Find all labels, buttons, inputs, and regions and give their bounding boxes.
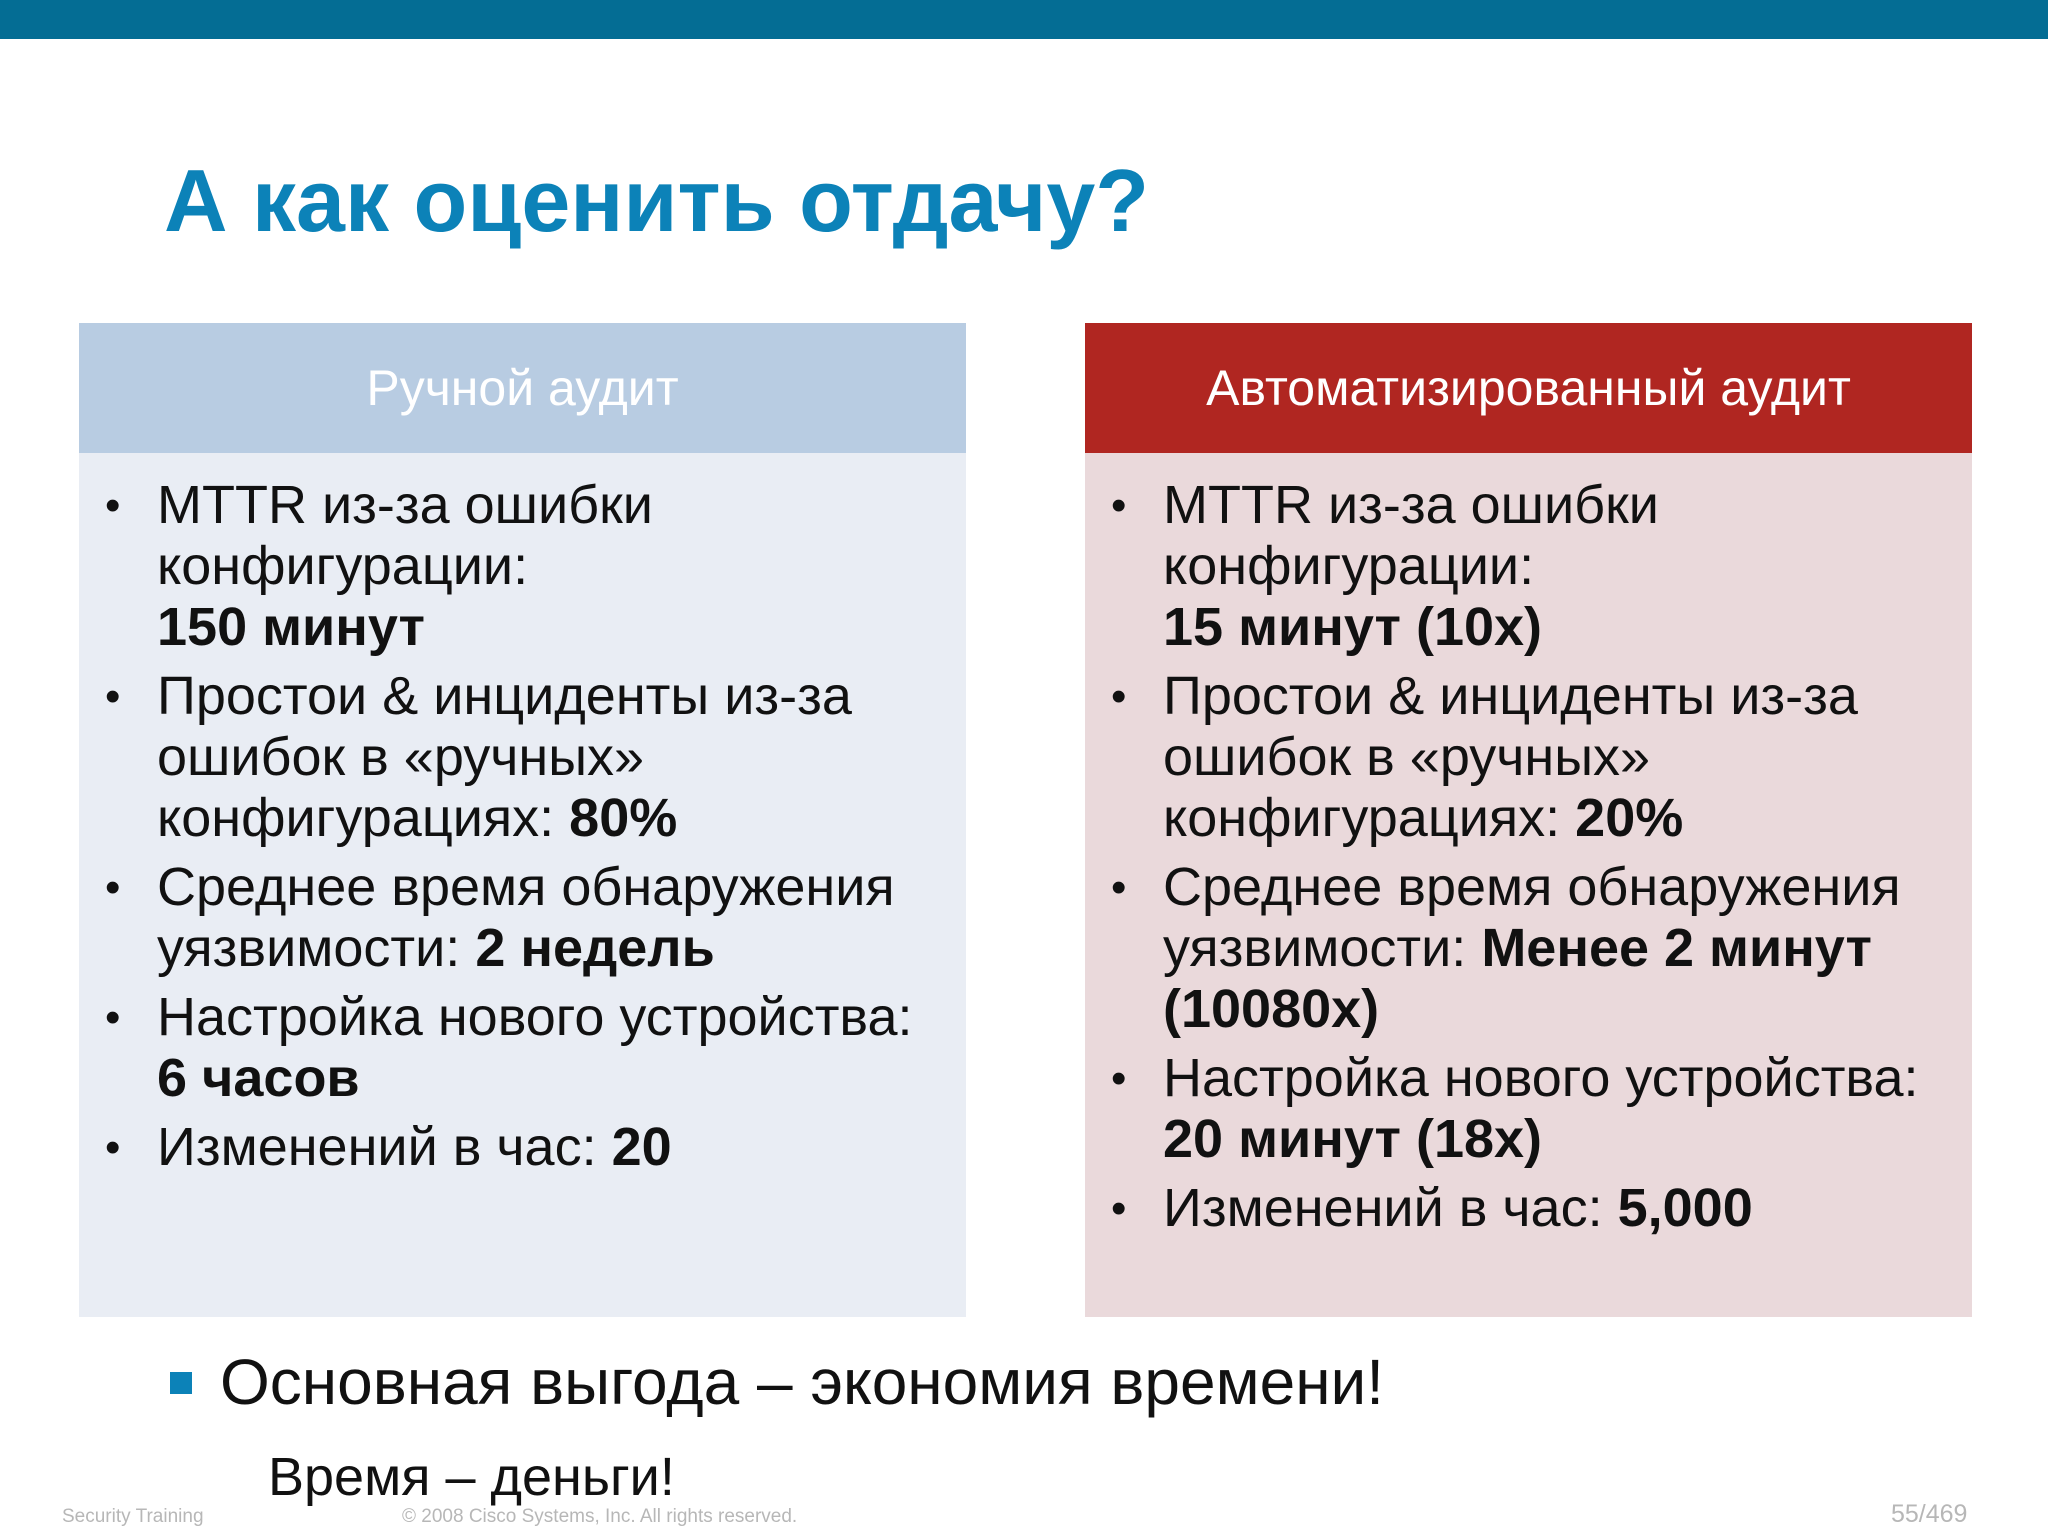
automated-audit-list [1085,453,1972,1239]
manual-audit-header: Ручной аудит [79,323,966,453]
manual-item-value: 2 недель [475,918,715,978]
bullet-icon: • [105,481,121,530]
manual-item-value: 150 минут [157,597,425,657]
automated-item-value: Менее 2 минут (10080x) [1163,918,1872,1039]
manual-audit-list [79,453,966,1178]
bullet-icon: • [1111,863,1127,912]
page-number: 55/469 [1891,1500,1968,1528]
manual-item-label: Настройка нового устройства: [157,987,913,1047]
sub-summary-text: Время – деньги! [268,1447,675,1507]
automated-audit-panel [1085,323,1972,1317]
manual-audit-item-device-setup [79,987,946,1109]
automated-item-label: MTTR из-за ошибки конфигурации: [1163,475,1659,596]
automated-audit-header: Автоматизированный аудит [1085,323,1972,453]
square-bullet-icon [170,1372,192,1394]
top-bar [0,0,2048,39]
manual-item-value: 6 часов [157,1048,360,1108]
manual-audit-item-mttr [79,475,946,658]
automated-item-label: Среднее время обнаружения уязвимости: [1163,857,1901,978]
footer-copyright: © 2008 Cisco Systems, Inc. All rights reserved. [402,1506,798,1527]
manual-audit-item-incidents [79,666,946,849]
summary-text: Основная выгода – экономия времени! [220,1346,1385,1418]
bullet-icon: • [105,1123,121,1172]
manual-item-label: Изменений в час: [157,1117,612,1177]
footer-course-name: Security Training [62,1506,204,1527]
automated-audit-item-incidents [1085,666,1952,849]
automated-item-value: 5,000 [1617,1178,1753,1238]
bullet-icon: • [105,863,121,912]
bullet-icon: • [1111,1054,1127,1103]
bullet-icon: • [1111,481,1127,530]
automated-item-label: Изменений в час: [1163,1178,1618,1238]
automated-audit-item-device-setup [1085,1048,1952,1170]
automated-audit-item-mttr [1085,475,1952,658]
automated-item-value: 20% [1575,788,1684,848]
bullet-icon: • [1111,1184,1127,1233]
automated-item-value: 15 минут (10x) [1163,597,1543,657]
bullet-icon: • [105,993,121,1042]
manual-item-label: Среднее время обнаружения уязвимости: [157,857,895,978]
manual-audit-item-changes [79,1117,946,1178]
manual-audit-panel [79,323,966,1317]
automated-audit-item-changes [1085,1178,1952,1239]
manual-item-value: 80% [569,788,678,848]
automated-item-label: Простои & инциденты из-за ошибок в «ручных» конфигурациях: [1163,666,1858,848]
bullet-icon: • [105,672,121,721]
manual-audit-item-vulnerability [79,857,946,979]
summary-line [170,1342,1384,1422]
manual-item-label: Простои & инциденты из-за ошибок в «ручных» конфигурациях: [157,666,852,848]
automated-item-value: 20 минут (18x) [1163,1109,1543,1169]
automated-item-label: Настройка нового устройства: [1163,1048,1919,1108]
bullet-icon: • [1111,672,1127,721]
manual-item-value: 20 [611,1117,672,1177]
manual-item-label: MTTR из-за ошибки конфигурации: [157,475,653,596]
slide-title: А как оценить отдачу? [164,151,1150,250]
automated-audit-item-vulnerability [1085,857,1952,1040]
